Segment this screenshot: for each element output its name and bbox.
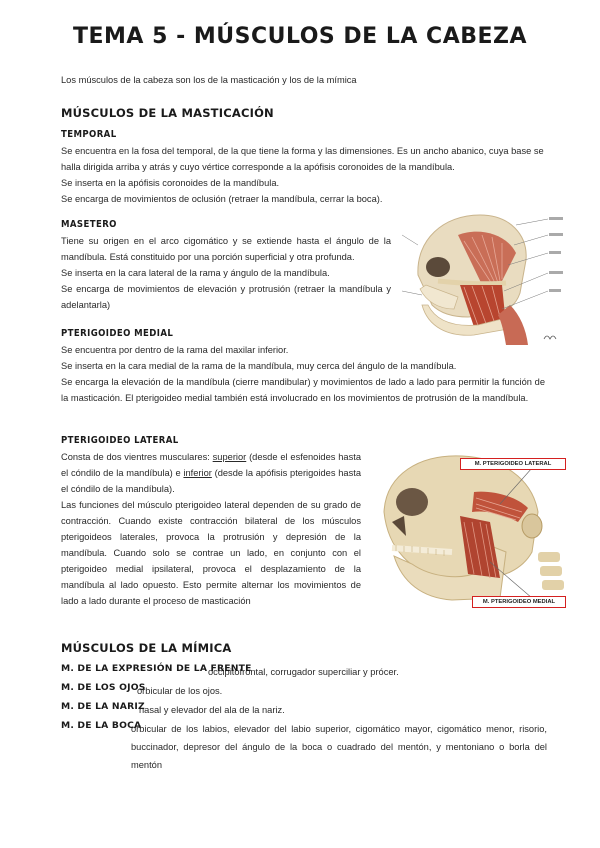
subheading-temporal: TEMPORAL bbox=[61, 129, 117, 140]
mimica-item-ojos bbox=[61, 682, 547, 700]
subheading-masetero: MASETERO bbox=[61, 219, 117, 230]
page-title: TEMA 5 - MÚSCULOS DE LA CABEZA bbox=[72, 24, 528, 49]
pterigoideo-medial-paragraph-2: Se inserta en la cara medial de la rama de la mandíbula, muy cerca del ángulo de la mandíbula. bbox=[61, 361, 457, 371]
pterygoid-muscles-illustration bbox=[382, 452, 570, 612]
masetero-paragraph-1: Tiene su origen en el arco cigomático y se extiende hasta el ángulo de la mandíbula. Está constituido por una porción superficial y otra profunda. bbox=[61, 236, 391, 262]
masetero-text bbox=[61, 233, 391, 313]
mimica-item-frente bbox=[61, 663, 547, 681]
pterygoid-illustration-svg bbox=[382, 452, 570, 612]
pterigoideo-lateral-text bbox=[61, 449, 361, 609]
pl-superior-underlined: superior bbox=[212, 452, 247, 462]
pl-p1-b: (desde el esfenoides hasta el cóndilo de la mandíbula) e bbox=[61, 452, 361, 478]
temporal-paragraph-3: Se encarga de movimientos de oclusión (retraer la mandíbula, cerrar la boca). bbox=[61, 194, 383, 204]
pl-p1-a: Consta de dos vientres musculares: bbox=[61, 452, 213, 462]
subheading-pterigoideo-lateral: PTERIGOIDEO LATERAL bbox=[61, 435, 179, 446]
mimica-text-ojos: orbicular de los ojos. bbox=[137, 686, 223, 696]
intro-text: Los músculos de la cabeza son los de la masticación y los de la mímica bbox=[61, 75, 357, 85]
skull-masticatory-muscles-illustration bbox=[398, 205, 566, 345]
mimica-text-nariz: nasal y elevador del ala de la nariz. bbox=[139, 705, 285, 715]
section-heading-masticacion: MÚSCULOS DE LA MASTICACIÓN bbox=[61, 106, 274, 120]
mimica-label-nariz: M. DE LA NARIZ bbox=[61, 701, 145, 712]
mimica-item-boca bbox=[61, 720, 547, 774]
pterigoideo-medial-paragraph-1: Se encuentra por dentro de la rama del maxilar inferior. bbox=[61, 345, 289, 355]
pterigoideo-lateral-paragraph-1 bbox=[61, 449, 361, 497]
mimica-text-boca: orbicular de los labios, elevador del labio superior, cigomático mayor, cigomático menor, risorio, buccinador, depresor del ángulo de la boca o cuadrado del mentón, y mentoniano o borla del mentón bbox=[131, 724, 547, 770]
mimica-label-ojos: M. DE LOS OJOS bbox=[61, 682, 146, 693]
pterigoideo-medial-paragraph-3: Se encarga la elevación de la mandíbula (cierre mandibular) y movimientos de lado a lado para permitir la función de la masticación. El pterigoideo medial también está involucrado en los movimientos de protrusión de la mandíbula. bbox=[61, 377, 545, 403]
skull-illustration-svg bbox=[398, 205, 566, 345]
temporal-paragraph-1: Se encuentra en la fosa del temporal, de la que tiene la forma y las dimensiones. Es un ancho abanico, cuya base se halla dirigida arriba y atrás y cuyo vértice corresponde a la apófisis coronoides de la mandíbula. bbox=[61, 146, 544, 172]
section-heading-mimica: MÚSCULOS DE LA MÍMICA bbox=[61, 641, 232, 655]
mimica-item-nariz bbox=[61, 701, 547, 719]
temporal-text bbox=[61, 143, 545, 207]
label-pterigoideo-lateral: M. PTERIGOIDEO LATERAL bbox=[474, 461, 552, 467]
label-pterigoideo-lateral-box bbox=[460, 458, 566, 470]
mimica-label-frente: M. DE LA EXPRESIÓN DE LA FRENTE bbox=[61, 663, 252, 674]
pterigoideo-lateral-paragraph-2: Las funciones del músculo pterigoideo lateral dependen de su grado de contracción. Cuando existe contracción bilateral de los músculos pterigoideos laterales, provoca la protrusión y depresión de la mandíbula. Cuando solo se contrae un lado, en conjunto con el pterigoideo medial ipsilateral, provoca el desplazamiento de la mandíbula al lado opuesto. Esto permite alternar los movimientos de lado a lado durante el proceso de masticación bbox=[61, 500, 361, 606]
label-pterigoideo-medial-box bbox=[472, 596, 566, 608]
pl-inferior-underlined: inferior bbox=[183, 468, 212, 478]
temporal-paragraph-2: Se inserta en la apófisis coronoides de la mandíbula. bbox=[61, 178, 280, 188]
masetero-paragraph-2: Se inserta en la cara lateral de la rama y ángulo de la mandíbula. bbox=[61, 268, 330, 278]
masetero-paragraph-3: Se encarga de movimientos de elevación y protrusión (retraer la mandíbula y adelantarla) bbox=[61, 284, 391, 310]
subheading-pterigoideo-medial: PTERIGOIDEO MEDIAL bbox=[61, 328, 174, 339]
mimica-label-boca: M. DE LA BOCA bbox=[61, 720, 142, 731]
mimica-text-frente: occipitofrontal, corrugador superciliar y prócer. bbox=[208, 667, 399, 677]
pterigoideo-medial-text bbox=[61, 342, 545, 406]
label-pterigoideo-medial: M. PTERIGOIDEO MEDIAL bbox=[482, 599, 556, 605]
pl-p1-c: (desde la apófisis pterigoides hasta el cóndilo de la mandíbula). bbox=[61, 468, 361, 494]
